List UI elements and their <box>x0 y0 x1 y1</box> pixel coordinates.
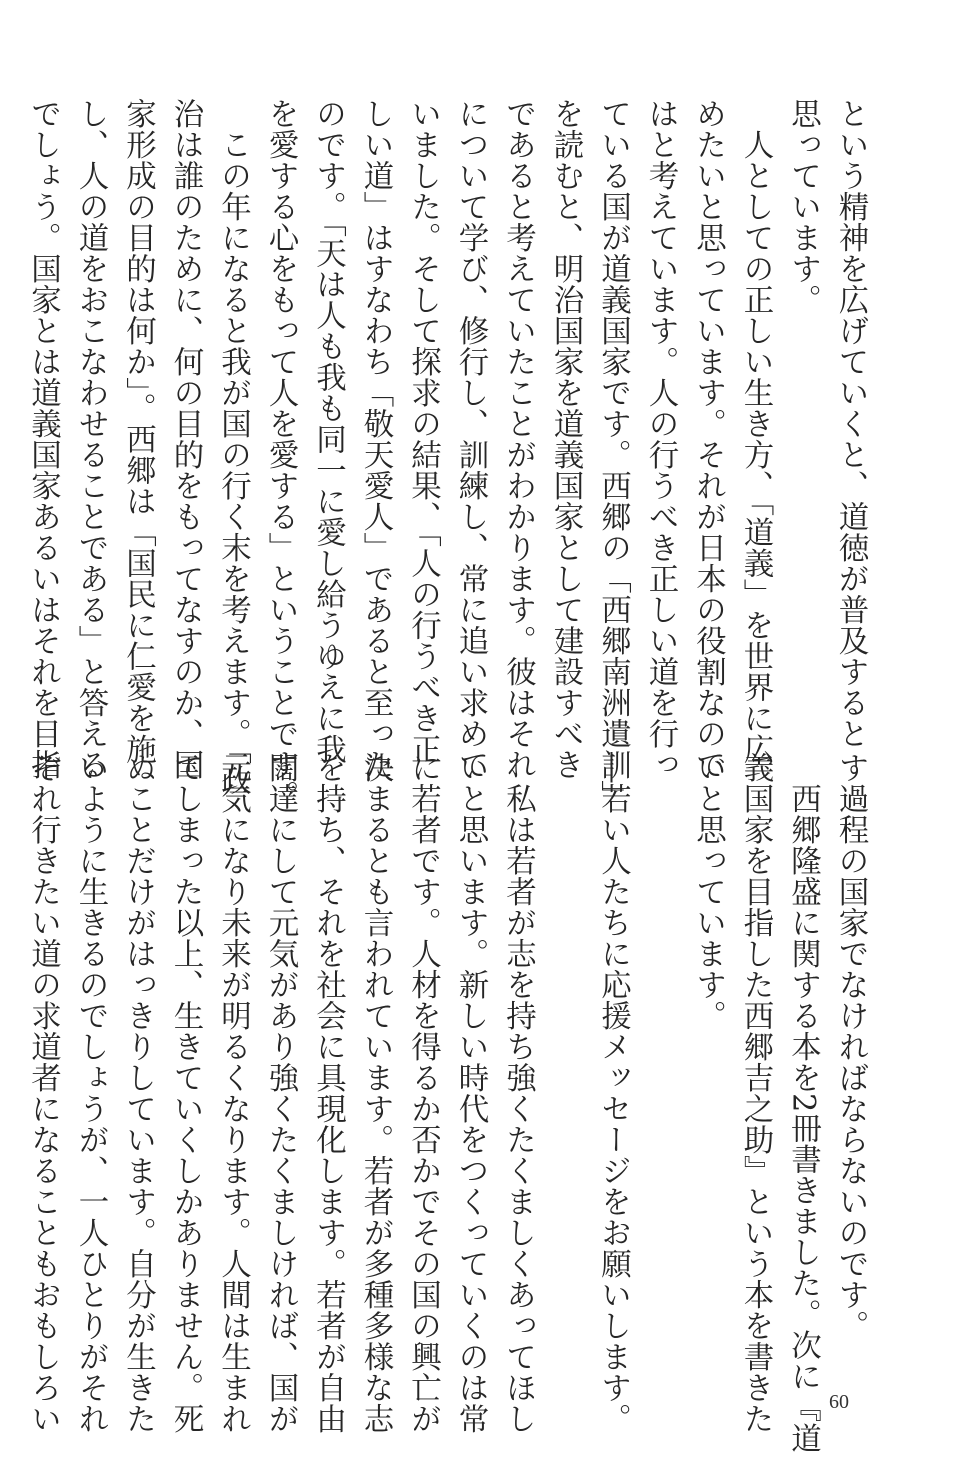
text-line: のです。「天は人も我も同一に愛し給うゆえに我 <box>310 98 346 765</box>
text-line: 家形成の目的は何か」。西郷は「国民に仁愛を施 <box>120 98 156 765</box>
text-line: いと思います。新しい時代をつくっていくのは常 <box>453 752 488 1434</box>
text-line: を愛する心をもって人を愛する」ということです。 <box>263 98 298 811</box>
text-line: はと考えています。人の行うべき正しい道を行っ <box>643 98 678 780</box>
text-line: に若者です。人材を得るか否かでその国の興亡が <box>405 752 441 1434</box>
text-line: であると考えていたことがわかります。彼はそれ <box>500 98 536 780</box>
upper-text-block <box>19 98 874 811</box>
text-line: いと思っています。 <box>690 752 726 1031</box>
text-line: この年になると我が国の行く末を考えます。「政 <box>215 98 251 796</box>
text-line: いように生きるのでしょうが、一人ひとりがそれ <box>73 752 108 1434</box>
text-line: 闊達にして元気があり強くたくましければ、国が <box>263 752 298 1434</box>
text-line <box>542 752 590 1352</box>
text-line: を持ち、それを社会に具現化します。若者が自由 <box>310 752 346 1434</box>
text-line: す過程の国家でなければならないのです。 <box>833 752 868 1341</box>
text-line: 人としての正しい生き方、「道義」を世界に広 <box>738 98 773 765</box>
text-line: いました。そして探求の結果、「人の行うべき正 <box>405 98 441 765</box>
interview-question-heading: ―若い人たちに応援メッセージをお願いします。 <box>595 752 631 1434</box>
text-line: ている国が道義国家です。西郷の「西郷南洲遺訓」 <box>595 98 631 811</box>
text-line: 決まるとも言われています。若者が多種多様な志 <box>358 752 393 1434</box>
text-line: 治は誰のために、何の目的をもってなすのか、国 <box>168 98 203 780</box>
text-line: について学び、修行し、訓練し、常に追い求めて <box>453 98 488 780</box>
text-line: を読むと、明治国家を道義国家として建設すべき <box>548 98 583 780</box>
text-line: という精神を広げていくと、道徳が普及すると <box>833 98 868 749</box>
text-line: ぞれ行きたい道の求道者になることもおもしろい <box>25 752 61 1434</box>
text-line: てしまった以上、生きていくしかありません。死 <box>168 752 203 1434</box>
text-line: ぬことだけがはっきりしています。自分が生きた <box>120 752 156 1434</box>
text-line: でしょう。国家とは道義国家あるいはそれを目指 <box>25 98 61 780</box>
page-number: 60 <box>829 1391 849 1413</box>
text-line: し、人の道をおこなわせることである」と答える <box>73 98 108 780</box>
text-line: めたいと思っています。それが日本の役割なので <box>690 98 726 780</box>
text-line: 私は若者が志を持ち強くたくましくあってほし <box>500 752 536 1434</box>
text-line: 義国家を目指した西郷吉之助』という本を書きた <box>738 752 773 1434</box>
text-line: 元気になり未来が明るくなります。人間は生まれ <box>215 752 251 1434</box>
text-line: 西郷隆盛に関する本を2冊書きました。次に『道 <box>785 752 821 1454</box>
text-line <box>637 752 685 1352</box>
text-line: 思っています。 <box>785 98 821 315</box>
text-line: しい道」はすなわち「敬天愛人」であると至った <box>358 98 393 780</box>
